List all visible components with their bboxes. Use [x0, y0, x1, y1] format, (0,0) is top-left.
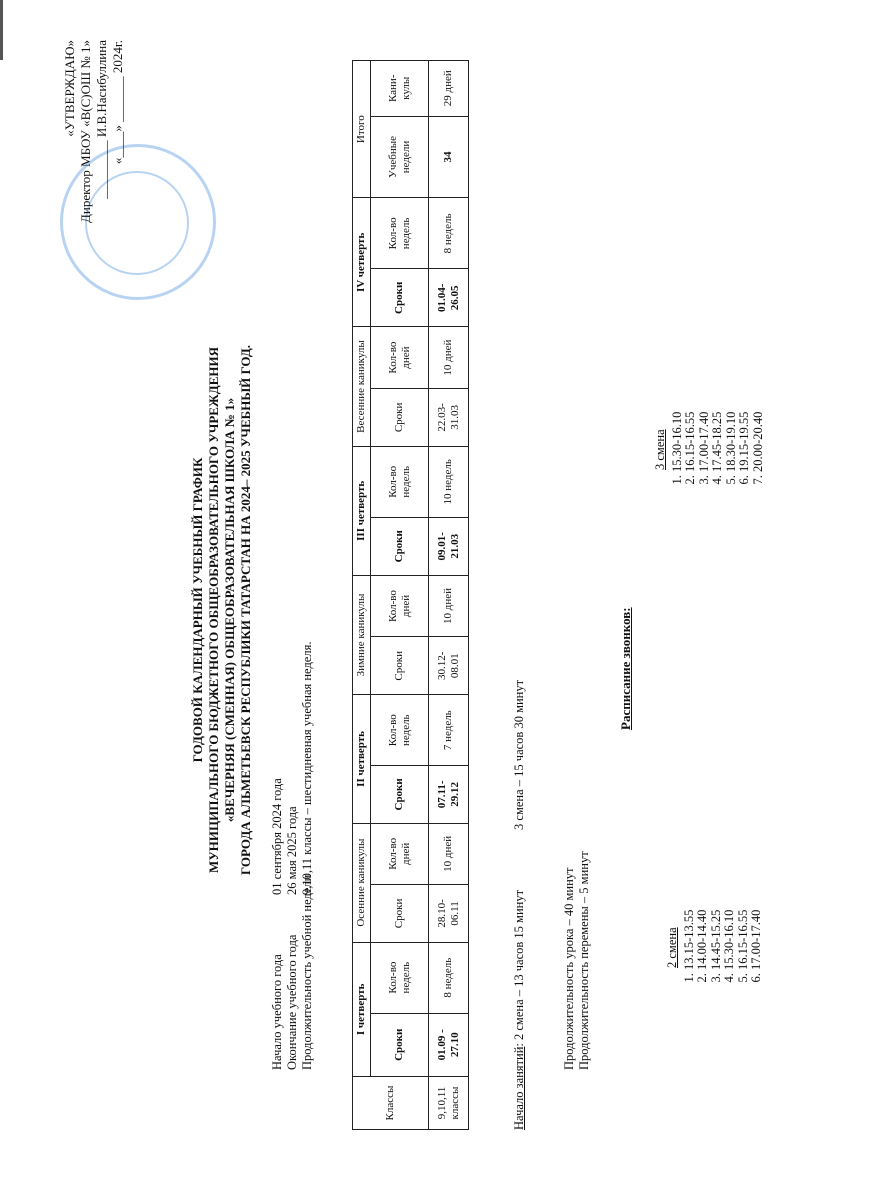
approval-line-1: «УТВЕРЖДАЮ»: [62, 40, 77, 137]
table-subheader-row: [371, 61, 429, 1130]
th-q2: II четверть: [353, 695, 371, 823]
list-item: 1. 13.15-13.55: [683, 910, 697, 970]
info-value: 26 мая 2025 года: [285, 806, 299, 895]
info-label: Продолжительность учебной недели: [300, 874, 314, 1070]
cell-q4-weeks: 8 недель: [429, 198, 469, 269]
th-days: Кол-во дней: [371, 327, 429, 389]
cell-total-weeks: 34: [429, 116, 469, 198]
info-value: 9,10,11 классы – шестидневная учебная неделя.: [300, 641, 314, 895]
th-q1: I четверть: [353, 942, 371, 1076]
shift3-schedule: [654, 412, 765, 492]
break-duration: Продолжительность перемены – 5 минут: [577, 851, 591, 1070]
info-value: 01 сентября 2024 года: [270, 778, 284, 895]
cell-q1-dates: 01.09 - 27.10: [429, 1013, 469, 1076]
th-weeks: Кол-во недель: [371, 198, 429, 269]
th-weeks: Кол-во недель: [371, 446, 429, 517]
title-line-1: ГОДОВОЙ КАЛЕНДАРНЫЙ УЧЕБНЫЙ ГРАФИК: [190, 457, 205, 763]
list-item: 2. 16.15-16.55: [684, 412, 698, 472]
approval-line-4: «____» _______ 2024г.: [110, 40, 125, 165]
th-q4: IV четверть: [353, 198, 371, 327]
cell-q2-weeks: 7 недель: [429, 695, 469, 766]
cell-q3-dates: 09.01-21.03: [429, 517, 469, 575]
th-sroki: Сроки: [371, 517, 429, 575]
durations: [562, 851, 592, 1070]
cell-q2-dates: 07.11-29.12: [429, 766, 469, 823]
cell-winter-days: 10 дней: [429, 575, 469, 637]
th-sroki: Сроки: [371, 637, 429, 695]
list-item: 5. 18.30-19.10: [725, 412, 739, 472]
th-sroki: Сроки: [371, 269, 429, 327]
approval-block: [62, 40, 126, 270]
th-autumn: Осенние каникулы: [353, 823, 371, 942]
title-line-4: ГОРОДА АЛЬМЕТЬЕВСК РЕСПУБЛИКИ ТАТАРСТАН НА 2024– 2025 УЧЕБНЫЙ ГОД.: [238, 344, 253, 876]
cell-q1-weeks: 8 недель: [429, 942, 469, 1013]
shift2-title: 2 смена: [665, 927, 679, 968]
list-item: 6. 19.15-19.55: [738, 412, 752, 472]
lesson-start-label: Начало занятий: [512, 1046, 526, 1130]
list-item: 4. 15.30-16.10: [723, 910, 737, 970]
th-sroki: Сроки: [371, 1013, 429, 1076]
info-row: [300, 642, 315, 1070]
lesson-start-shift2: : 2 смена – 13 часов 15 минут: [512, 889, 526, 1047]
table-row: [429, 61, 469, 1130]
list-item: 2. 14.00-14.40: [696, 910, 710, 970]
th-winter: Зимние каникулы: [353, 575, 371, 695]
bells-title: Расписание звонков:: [618, 607, 633, 730]
approval-line-3: _________ И.В.Насибуллина: [94, 40, 109, 199]
list-item: 6. 17.00-17.40: [750, 910, 764, 970]
th-weeks: Кол-во недель: [371, 695, 429, 766]
schedule-table: [352, 60, 469, 1130]
th-q3: III четверть: [353, 446, 371, 575]
th-sroki: Сроки: [371, 388, 429, 446]
cell-autumn-dates: 28.10-06.11: [429, 885, 469, 943]
th-weeks: Кол-во недель: [371, 942, 429, 1013]
title-line-3: «ВЕЧЕРНЯЯ (СМЕННАЯ) ОБЩЕОБРАЗОВАТЕЛЬНАЯ ШКОЛА № 1»: [222, 397, 237, 823]
list-item: 3. 14.45-15.25: [710, 910, 724, 970]
list-item: 7. 20.00-20.40: [752, 412, 766, 472]
th-classes: Классы: [353, 1077, 429, 1130]
lesson-start: [512, 680, 527, 1130]
th-days: Кол-во дней: [371, 823, 429, 885]
document-title: [190, 290, 254, 930]
cell-autumn-days: 10 дней: [429, 823, 469, 885]
th-spring: Весенние каникулы: [353, 327, 371, 447]
title-line-2: МУНИЦИПАЛЬНОГО БЮДЖЕТНОГО ОБЩЕОБРАЗОВАТЕЛЬНОГО УЧРЕЖДЕНИЯ: [206, 346, 221, 874]
info-label: Начало учебного года: [270, 954, 284, 1070]
list-item: 3. 17.00-17.40: [698, 412, 712, 472]
info-label: Окончание учебного года: [285, 934, 299, 1070]
cell-q4-dates: 01.04-26.05: [429, 269, 469, 327]
cell-total-holidays: 29 дней: [429, 61, 469, 117]
list-item: 1. 15.30-16.10: [671, 412, 685, 472]
year-info: [270, 642, 315, 1070]
th-sroki: Сроки: [371, 766, 429, 823]
th-total: Итого: [353, 61, 371, 198]
table-header-row: [353, 61, 371, 1130]
shift2-schedule: [666, 910, 764, 990]
shift3-title: 3 смена: [653, 429, 667, 470]
th-study-weeks: Учебные недели: [371, 116, 429, 198]
lesson-duration: Продолжительность урока – 40 минут: [562, 867, 576, 1070]
cell-spring-days: 10 дней: [429, 327, 469, 389]
info-row: [270, 642, 285, 1070]
th-days: Кол-во дней: [371, 575, 429, 637]
list-item: 5. 16.15-16.55: [737, 910, 751, 970]
approval-line-2: Директор МБОУ «В(С)ОШ № 1»: [78, 40, 93, 223]
cell-winter-dates: 30.12-08.01: [429, 637, 469, 695]
cell-spring-dates: 22.03-31.03: [429, 388, 469, 446]
cell-q3-weeks: 10 недель: [429, 446, 469, 517]
cell-classes: 9,10,11 классы: [429, 1077, 469, 1130]
th-sroki: Сроки: [371, 885, 429, 943]
lesson-start-shift3: 3 смена – 15 часов 30 минут: [512, 679, 526, 830]
th-holidays: Кани-кулы: [371, 61, 429, 117]
info-row: [285, 642, 300, 1070]
list-item: 4. 17.45-18.25: [711, 412, 725, 472]
